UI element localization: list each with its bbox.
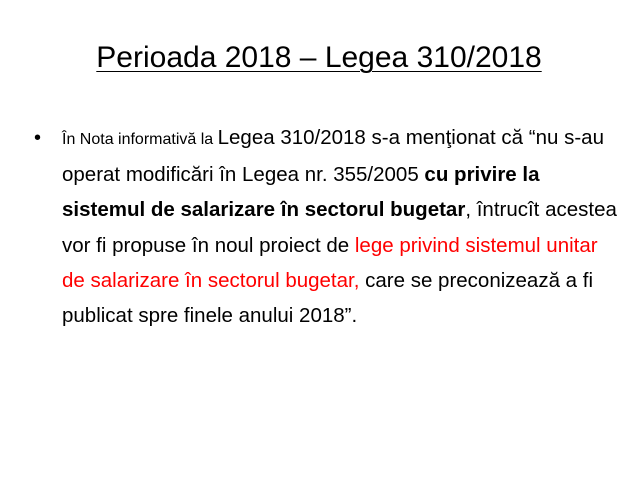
text-segment-red-law-name: lege privind sistemul unitar de salarizare în sectorul bugetar, — [62, 233, 598, 292]
text-segment-closing: care se preconizează a fi publicat spre finele anului 2018”. — [62, 268, 594, 328]
text-segment-proposal: , întrucît acestea vor fi propuse în noul proiect de — [62, 198, 617, 257]
text-segment-law-reference: Legea 310/2018 s-a menţionat că “nu s-au operat modificări în Legea nr. 355/2005 — [62, 126, 604, 187]
bullet-paragraph — [62, 120, 622, 333]
text-segment-bold-salary-system: cu privire la sistemul de salarizare în sectorul bugetar — [62, 163, 540, 222]
slide-title: Perioada 2018 – Legea 310/2018 — [96, 41, 542, 74]
text-segment-intro: În Nota informativă la — [62, 131, 218, 148]
bullet-icon: • — [34, 127, 42, 149]
